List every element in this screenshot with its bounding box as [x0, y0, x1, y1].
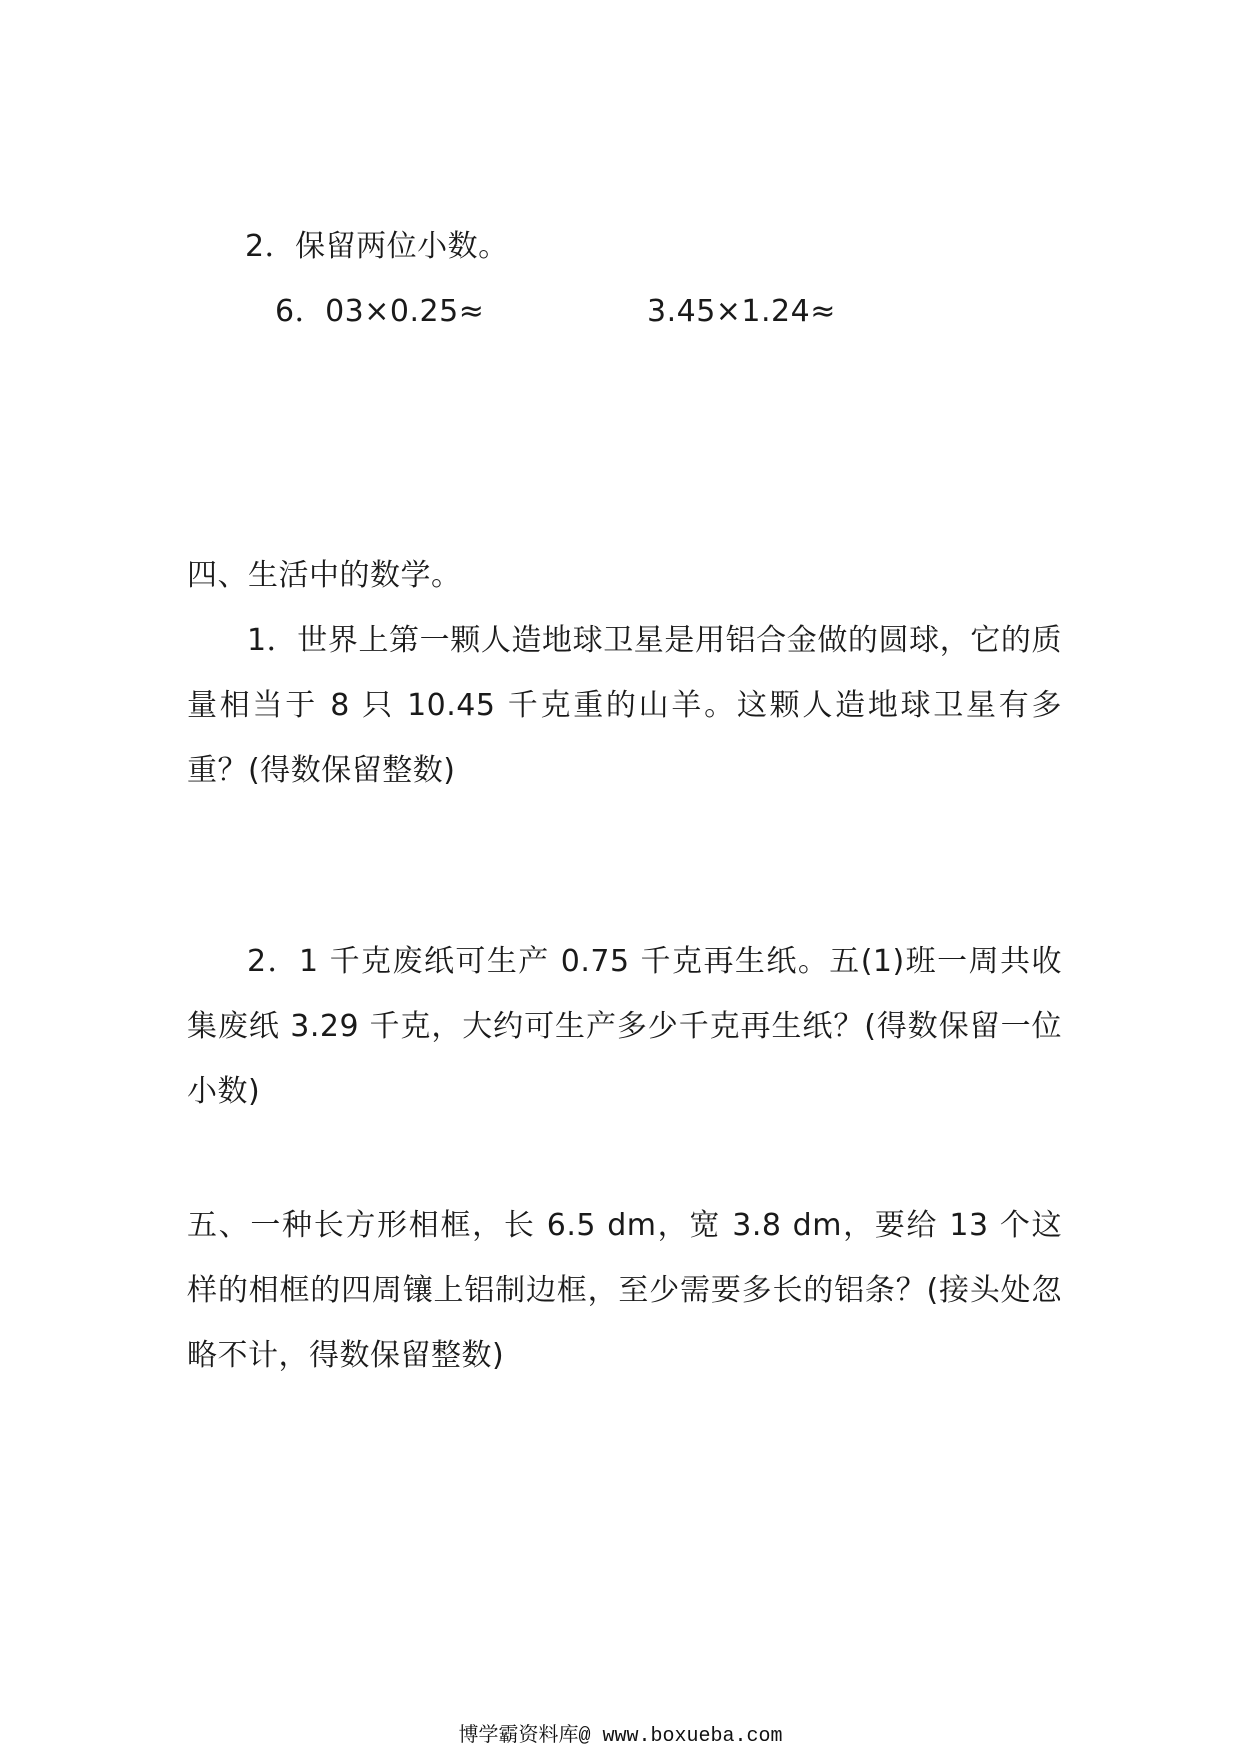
- expression-b: 3.45×1.24≈: [647, 294, 836, 329]
- recycled-paper-question: 2．1 千克废纸可生产 0.75 千克再生纸。五(1)班一周共收集废纸 3.29 千克，大约可生产多少千克再生纸？(得数保留一位小数): [187, 944, 1062, 1109]
- satellite-question: 1．世界上第一颗人造地球卫星是用铝合金做的圆球，它的质量相当于 8 只 10.45 千克重的山羊。这颗人造地球卫星有多重？(得数保留整数): [187, 623, 1062, 788]
- expression-a: 6．03×0.25≈: [275, 294, 485, 329]
- rounding-question-heading: 2．保留两位小数。: [245, 229, 509, 264]
- section-four-title: 四、生活中的数学。: [187, 558, 462, 593]
- photo-frame-question: 五、一种长方形相框，长 6.5 dm，宽 3.8 dm，要给 13 个这样的相框的四周镶上铝制边框，至少需要多长的铝条？(接头处忽略不计，得数保留整数): [187, 1208, 1062, 1373]
- source-watermark: 博学霸资料库@ www.boxueba.com: [458, 1725, 783, 1748]
